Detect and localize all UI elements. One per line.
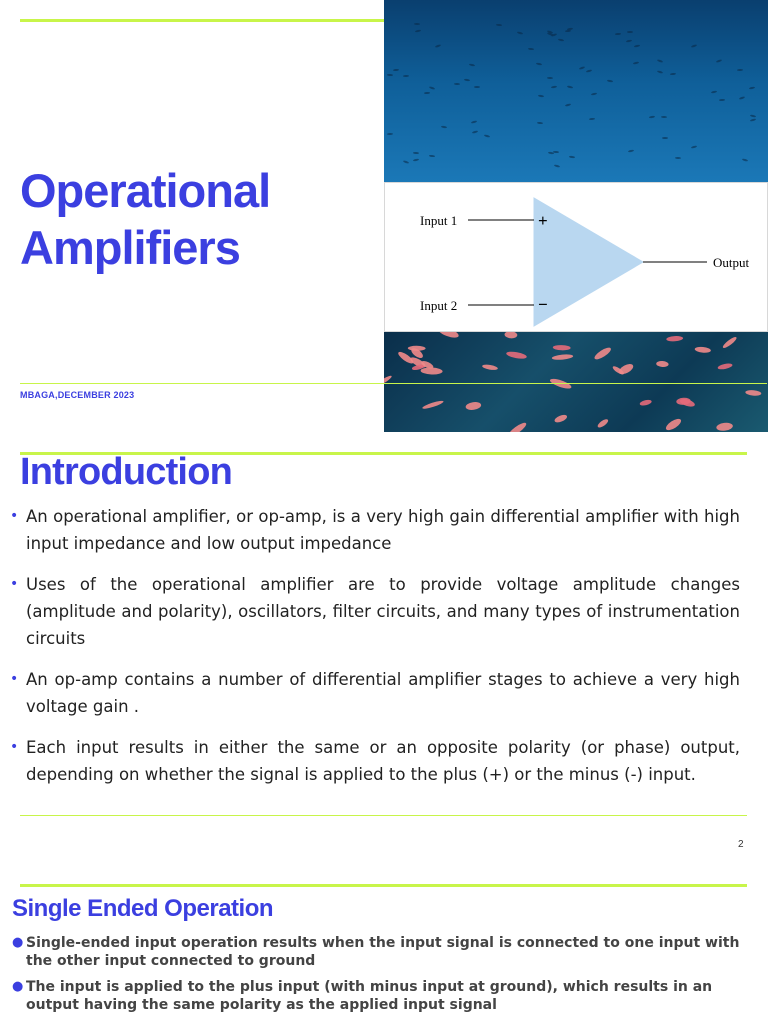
single-ended-title: Single Ended Operation — [12, 895, 274, 922]
ocean-fish-decor — [403, 75, 409, 77]
reef-fish-decor — [656, 361, 669, 368]
ocean-fish-decor — [657, 70, 663, 74]
reef-fish-decor — [506, 421, 527, 432]
intro-bullet — [10, 503, 740, 557]
reef-fish-decor — [596, 418, 609, 429]
bullet-icon: • — [10, 739, 19, 755]
minus-sign: − — [538, 295, 548, 314]
ocean-fish-decor — [387, 74, 393, 76]
ocean-fish-decor — [387, 133, 393, 135]
slide2-bottom-divider — [20, 815, 747, 816]
ocean-fish-decor — [471, 120, 477, 123]
ocean-fish-decor — [424, 92, 430, 94]
ocean-fish-decor — [579, 66, 585, 70]
plus-sign: + — [538, 211, 548, 230]
ocean-fish-decor — [536, 62, 542, 65]
reef-fish-decor — [552, 354, 574, 361]
ocean-fish-decor — [627, 31, 633, 33]
ocean-fish-decor — [496, 24, 502, 26]
ocean-fish-decor — [551, 85, 557, 88]
ocean-fish-decor — [657, 59, 663, 63]
ocean-fish-decor — [538, 94, 544, 97]
op-amp-svg — [385, 183, 768, 333]
intro-bullet — [10, 571, 740, 652]
ocean-fish-decor — [634, 45, 640, 48]
ocean-fish-decor — [742, 158, 748, 161]
ocean-fish-decor — [413, 158, 419, 161]
ocean-fish-decor — [428, 155, 434, 158]
ocean-fish-decor — [737, 69, 743, 71]
author-date: MBAGA,DECEMBER 2023 — [20, 390, 135, 400]
ocean-fish-decor — [557, 38, 563, 41]
title-line-2: Amplifiers — [20, 221, 240, 274]
bullet-icon: • — [10, 671, 19, 687]
ocean-fish-decor — [750, 118, 756, 121]
single-ended-bullet-text: The input is applied to the plus input (with minus input at ground), which results in an output having the same polarity as the applied input signal — [26, 979, 713, 1013]
ocean-fish-decor — [670, 72, 676, 75]
slide3-top-rule — [20, 884, 747, 887]
ocean-fish-decor — [547, 76, 553, 78]
ocean-fish-decor — [739, 96, 745, 100]
intro-bullet-text: An op-amp contains a number of differential amplifier stages to achieve a very high voltage gain . — [26, 670, 740, 716]
reef-fish-decor — [506, 350, 528, 360]
ocean-photo — [384, 0, 768, 182]
ocean-fish-decor — [749, 86, 755, 89]
ocean-fish-decor — [565, 29, 571, 32]
reef-fish-decor — [482, 364, 498, 371]
single-ended-bullet — [12, 978, 752, 1014]
reef-fish-decor — [745, 389, 761, 396]
ocean-fish-decor — [675, 157, 681, 159]
ocean-fish-decor — [469, 64, 475, 67]
ocean-fish-decor — [471, 131, 477, 134]
ocean-fish-decor — [548, 152, 554, 155]
ocean-fish-decor — [402, 160, 408, 164]
ocean-fish-decor — [528, 47, 534, 50]
ocean-fish-decor — [691, 44, 697, 48]
ocean-fish-decor — [711, 90, 717, 93]
bullet-icon: • — [10, 508, 19, 524]
reef-fish-decor — [436, 332, 459, 340]
ocean-fish-decor — [719, 99, 725, 101]
reef-fish-decor — [666, 336, 683, 342]
ocean-fish-decor — [565, 103, 571, 107]
ocean-fish-decor — [434, 44, 440, 48]
slide1-divider — [20, 383, 767, 384]
intro-bullet-list — [10, 503, 740, 802]
reef-fish-decor — [716, 422, 733, 432]
ocean-fish-decor — [615, 33, 621, 35]
ocean-fish-decor — [568, 156, 574, 159]
intro-bullet-text: Each input results in either the same or an opposite polarity (or phase) output, depending on whether the signal is applied to the plus (+) or the minus (-) input. — [26, 738, 740, 784]
ocean-fish-decor — [750, 115, 756, 118]
op-amp-diagram — [384, 182, 768, 332]
reef-fish-photo — [384, 332, 768, 432]
ocean-fish-decor — [607, 80, 613, 83]
op-amp-triangle — [534, 198, 643, 326]
ocean-fish-decor — [429, 86, 435, 90]
ocean-fish-decor — [393, 68, 399, 71]
ocean-fish-decor — [628, 150, 634, 153]
ocean-fish-decor — [632, 61, 638, 64]
ocean-fish-decor — [413, 152, 419, 154]
ocean-fish-decor — [553, 164, 559, 168]
reef-fish-decor — [694, 346, 711, 353]
input2-label: Input 2 — [420, 298, 458, 313]
presentation-title — [20, 162, 380, 276]
single-ended-bullet-list — [12, 934, 752, 1022]
reef-fish-decor — [717, 362, 733, 370]
ocean-fish-decor — [474, 86, 480, 88]
intro-bullet-text: Uses of the operational amplifier are to provide voltage amplitude changes (amplitude and polarity), oscillators, filter circuits, and many types of instrumentation circuits — [26, 575, 740, 648]
bullet-icon: ● — [12, 935, 24, 950]
ocean-fish-decor — [415, 30, 421, 33]
ocean-fish-decor — [463, 79, 469, 82]
ocean-fish-decor — [662, 137, 668, 139]
reef-fish-decor — [639, 399, 652, 407]
intro-bullet — [10, 734, 740, 788]
ocean-fish-decor — [536, 122, 542, 125]
reef-fish-decor — [504, 332, 517, 339]
reef-fish-decor — [593, 346, 613, 362]
ocean-fish-decor — [660, 116, 666, 118]
reef-fish-decor — [722, 335, 738, 349]
ocean-fish-decor — [715, 59, 721, 63]
reef-fish-decor — [554, 413, 568, 424]
reef-fish-svg — [384, 332, 768, 432]
intro-title: Introduction — [20, 451, 233, 493]
ocean-fish-decor — [414, 23, 420, 25]
ocean-fish-decor — [567, 85, 573, 88]
ocean-fish-decor — [454, 83, 460, 85]
ocean-fish-decor — [591, 92, 597, 95]
input1-label: Input 1 — [420, 213, 458, 228]
reef-fish-decor — [384, 374, 393, 387]
intro-bullet — [10, 666, 740, 720]
page-number: 2 — [738, 839, 744, 850]
intro-bullet-text: An operational amplifier, or op-amp, is a very high gain differential amplifier with high input impedance and low output impedance — [26, 507, 740, 553]
bullet-icon: ● — [12, 979, 24, 994]
single-ended-bullet — [12, 934, 752, 970]
ocean-fish-decor — [691, 146, 697, 149]
reef-fish-decor — [422, 399, 444, 410]
ocean-fish-decor — [484, 134, 490, 137]
reef-fish-decor — [553, 345, 571, 351]
reef-fish-decor — [465, 401, 482, 411]
bullet-icon: • — [10, 576, 19, 592]
single-ended-bullet-text: Single-ended input operation results when the input signal is connected to one input with the other input connected to ground — [26, 935, 740, 969]
ocean-fish-decor — [517, 31, 523, 35]
ocean-fish-decor — [441, 126, 447, 129]
ocean-fish-decor — [589, 118, 595, 120]
output-label: Output — [713, 255, 750, 270]
title-line-1: Operational — [20, 164, 271, 217]
reef-fish-decor — [664, 417, 683, 432]
ocean-fish-decor — [625, 40, 631, 43]
ocean-fish-decor — [649, 115, 655, 118]
ocean-fish-decor — [586, 69, 592, 72]
